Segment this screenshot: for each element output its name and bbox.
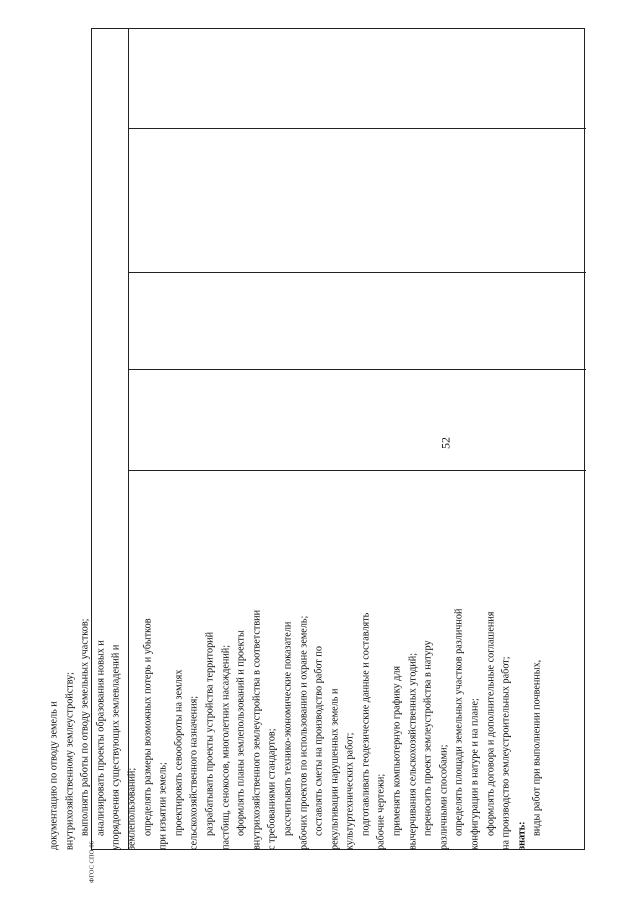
text-line: рассчитывать технико-экономические показатели — [282, 621, 294, 836]
row-divider — [128, 272, 586, 273]
text-line: на производство землеустроительных работ; — [500, 656, 512, 850]
text-line: внутрихозяйственного землеустройства в соответствии — [251, 609, 263, 850]
text-line: анализировать проекты образования новых и — [95, 640, 107, 836]
footer-code: ФГОС СПО-06 — [88, 841, 96, 883]
text-line: выполнять работы по отводу земельных участков; — [79, 618, 91, 836]
text-line: оформлять договора и дополнительные соглашения — [485, 611, 497, 836]
text-line: упорядочения существующих землевладений и — [110, 644, 122, 850]
text-line: пастбищ, сенокосов, многолетних насаждений; — [220, 644, 232, 850]
text-line: подготавливать геодезические данные и составлять — [360, 612, 372, 836]
text-line: вычерчивания сельскохозяйственных угодий; — [407, 652, 419, 850]
text-line: виды работ при выполнении почвенных, — [531, 659, 543, 836]
text-line: применять компьютерную графику для — [391, 665, 403, 836]
text-line: конфигурации в натуре и на плане; — [469, 698, 481, 850]
text-line: оформлять планы землепользований и проекты — [235, 630, 247, 836]
row-divider — [128, 369, 586, 370]
text-line: различными способами; — [438, 744, 450, 850]
text-line: рабочих проектов по использованию и охране земель; — [298, 615, 309, 850]
text-line: рекультивации нарушенных земель и — [329, 688, 341, 850]
content-text-block — [47, 470, 546, 850]
text-line: сельскохозяйственного назначения; — [188, 695, 200, 850]
page-number: 52 — [438, 437, 453, 449]
text-line: при изъятии земель; — [157, 762, 169, 850]
text-line: определять площади земельных участков различной — [453, 608, 465, 836]
text-line: землепользований; — [126, 767, 138, 850]
text-line: проектировать севообороты на землях — [173, 669, 185, 836]
text-line: рабочие чертежи; — [375, 773, 387, 850]
text-line: разрабатывать проекты устройства территорий — [204, 631, 216, 836]
text-line: внутрихозяйственному землеустройству; — [64, 672, 76, 850]
text-line: составлять сметы на производство работ по — [313, 646, 325, 836]
text-line: с требованиями стандартов; — [266, 728, 278, 850]
text-line: переносить проект землеустройства в натуру — [422, 640, 434, 836]
text-line: культуртехнических работ; — [344, 732, 356, 850]
row-divider — [128, 128, 586, 129]
text-line: определять размеры возможных потерь и убытков — [142, 618, 154, 836]
text-line: документацию по отводу земель и — [48, 701, 60, 850]
text-line: знать: — [516, 821, 528, 850]
